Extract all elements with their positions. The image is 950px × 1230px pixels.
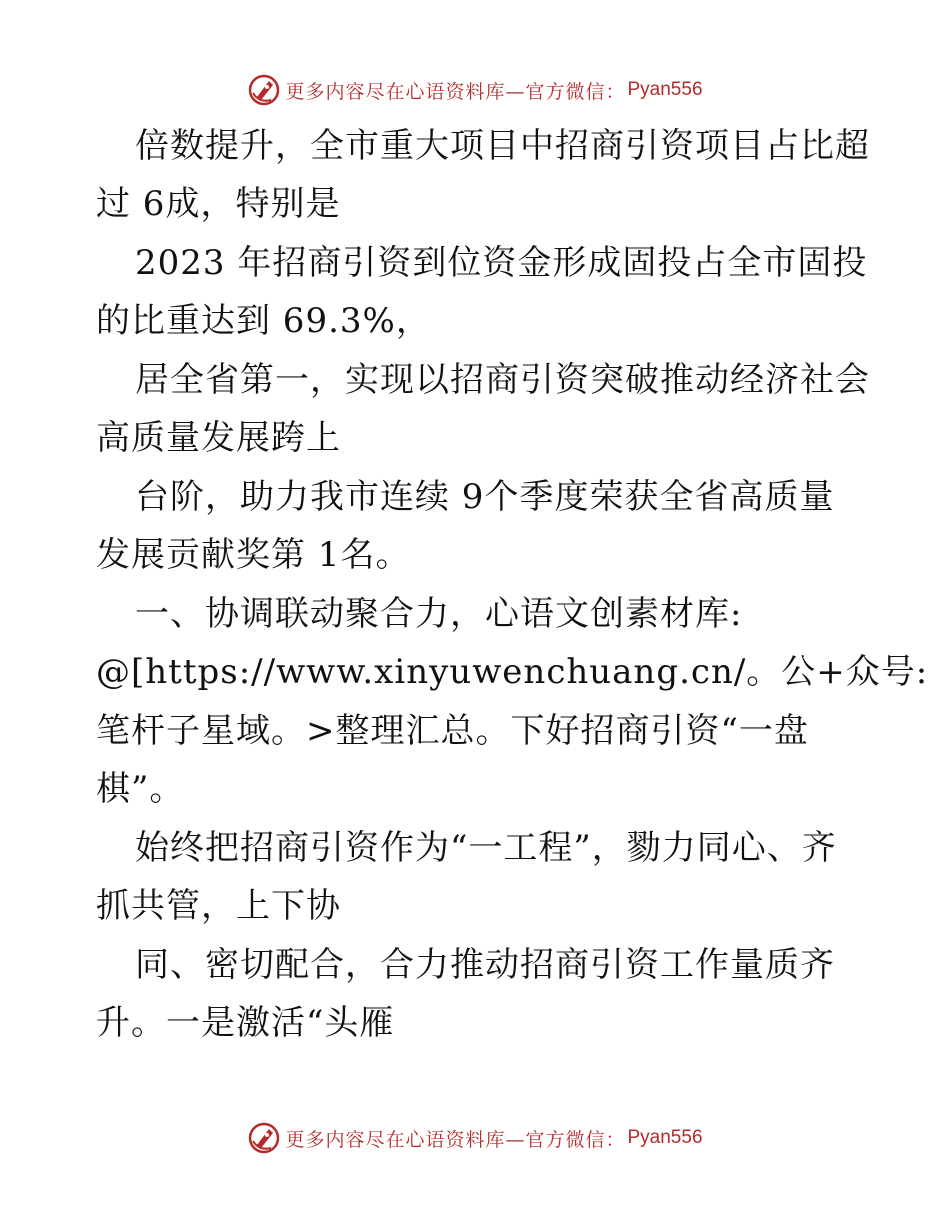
- pen-nib-logo-icon: [247, 1121, 281, 1155]
- text-line: 倍数提升，全市重大项目中招商引资项目占比超: [135, 126, 870, 166]
- text-line: 笔杆子星域。>整理汇总。下好招商引资“一盘: [96, 711, 809, 751]
- text-line: 发展贡献奖第 1名。: [96, 535, 411, 575]
- header-banner: [0, 70, 950, 110]
- footer-banner-wechat-id: Pyan556: [627, 1127, 703, 1148]
- footer-banner-text: 更多内容尽在心语资料库—官方微信：: [285, 1128, 626, 1151]
- text-line: 一、协调联动聚合力，心语文创素材库:: [135, 594, 743, 634]
- footer-banner: [0, 1118, 950, 1158]
- text-line: 居全省第一，实现以招商引资突破推动经济社会: [135, 360, 870, 400]
- text-line: 棋”。: [96, 769, 185, 809]
- text-line: @[https://www.xinyuwenchuang.cn/。公+众号:: [96, 652, 929, 692]
- text-line: 升。一是激活“头雁: [96, 1003, 395, 1043]
- pen-nib-logo-icon: [247, 73, 281, 107]
- text-line: 2023 年招商引资到位资金形成固投占全市固投: [135, 243, 868, 283]
- text-line: 的比重达到 69.3%，: [96, 301, 431, 341]
- text-line: 台阶，助力我市连续 9个季度荣获全省高质量: [135, 477, 835, 517]
- text-line: 高质量发展跨上: [96, 418, 341, 458]
- text-line: 始终把招商引资作为“一工程”，勠力同心、齐: [135, 828, 837, 868]
- text-line: 抓共管，上下协: [96, 886, 341, 926]
- text-line: 过 6成，特别是: [96, 184, 341, 224]
- text-line: 同、密切配合，合力推动招商引资工作量质齐: [135, 945, 835, 985]
- header-banner-text: 更多内容尽在心语资料库—官方微信：: [285, 80, 626, 103]
- header-banner-wechat-id: Pyan556: [627, 79, 703, 100]
